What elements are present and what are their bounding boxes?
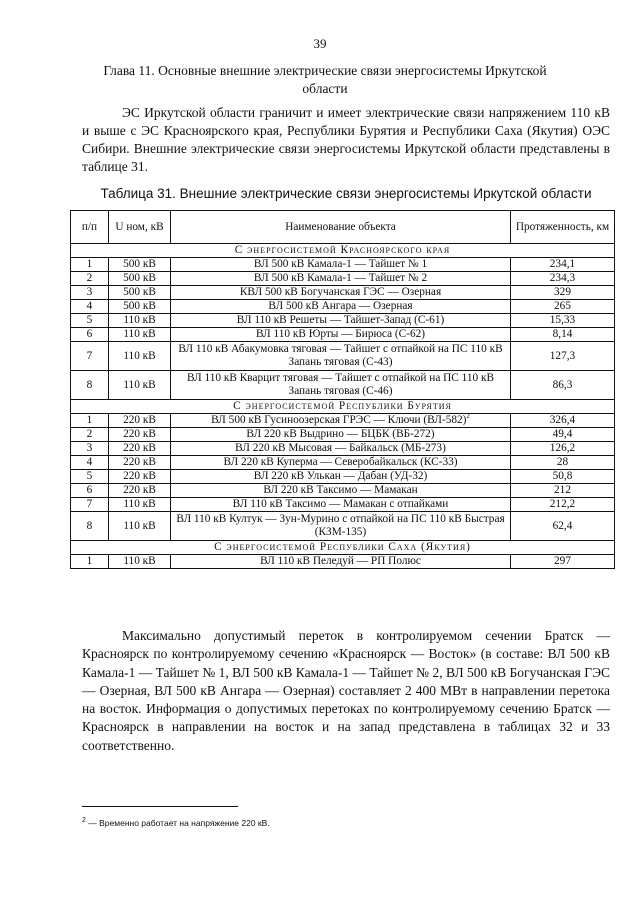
table-row	[71, 498, 615, 512]
cell-length: 15,33	[511, 314, 615, 328]
cell-voltage: 220 кВ	[109, 456, 171, 470]
section-row	[71, 541, 615, 555]
cell-length: 127,3	[511, 342, 615, 371]
cell-number: 2	[71, 428, 109, 442]
table-row	[71, 342, 615, 371]
table-row	[71, 258, 615, 272]
table-row	[71, 314, 615, 328]
table-row	[71, 484, 615, 498]
table-row	[71, 328, 615, 342]
cell-object-name: ВЛ 110 кВ Абакумовка тяговая — Тайшет с отпайкой на ПС 110 кВ Запань тяговая (С-43)	[171, 342, 511, 371]
table-row	[71, 371, 615, 400]
header-object-name: Наименование объекта	[171, 211, 511, 244]
cell-voltage: 220 кВ	[109, 442, 171, 456]
header-number: п/п	[71, 211, 109, 244]
section-title: С энергосистемой Красноярского края	[71, 244, 615, 258]
cell-number: 1	[71, 555, 109, 569]
cell-object-name: ВЛ 220 кВ Куперма — Северобайкальск (КС-33)	[171, 456, 511, 470]
table-row	[71, 300, 615, 314]
page-number: 39	[313, 36, 327, 51]
cell-voltage: 110 кВ	[109, 371, 171, 400]
cell-number: 3	[71, 286, 109, 300]
cell-number: 4	[71, 456, 109, 470]
cell-voltage: 110 кВ	[109, 328, 171, 342]
intro-paragraph: ЭС Иркутской области граничит и имеет электрические связи напряжением 110 кВ и выше с ЭС Красноярского края, Республики Бурятия и Республики Саха (Якутия) ОЭС Сибири. Внешние электрические связи энергосистемы Иркутской области представлены в таблице 31.	[82, 105, 610, 174]
cell-object-name: ВЛ 110 кВ Таксимо — Мамакан с отпайками	[171, 498, 511, 512]
cell-object-name	[171, 414, 511, 428]
table-row	[71, 512, 615, 541]
header-voltage: U ном, кВ	[109, 211, 171, 244]
external-links-table	[70, 210, 615, 569]
table-row	[71, 272, 615, 286]
cell-voltage: 110 кВ	[109, 314, 171, 328]
cell-length: 86,3	[511, 371, 615, 400]
cell-length: 297	[511, 555, 615, 569]
table-row	[71, 286, 615, 300]
closing-paragraph: Максимально допустимый переток в контролируемом сечении Братск — Красноярск по контролируемому сечению «Красноярск — Восток» (в составе: ВЛ 500 кВ Камала-1 — Тайшет № 1, ВЛ 500 кВ Камала-1 — Тайшет № 2, ВЛ 500 кВ Богучанская ГЭС — Озерная, ВЛ 500 кВ Ангара — Озерная) составляет 2 400 МВт в направлении перетока на восток. Информация о допустимых перетоках по контролируемому сечению Братск — Красноярск в направлении на восток и на запад представлена в таблицах 32 и 33 соответственно.	[82, 628, 610, 753]
cell-number: 6	[71, 328, 109, 342]
cell-length: 234,1	[511, 258, 615, 272]
cell-length: 212	[511, 484, 615, 498]
cell-number: 7	[71, 498, 109, 512]
footnote-divider	[82, 806, 238, 807]
section-row	[71, 400, 615, 414]
cell-number: 5	[71, 470, 109, 484]
footnote-text: — Временно работает на напряжение 220 кВ.	[85, 818, 270, 828]
cell-object-name: ВЛ 110 кВ Решеты — Тайшет-Запад (С-61)	[171, 314, 511, 328]
cell-object-name: ВЛ 110 кВ Кварцит тяговая — Тайшет с отпайкой на ПС 110 кВ Запань тяговая (С-46)	[171, 371, 511, 400]
cell-voltage: 500 кВ	[109, 286, 171, 300]
cell-object-name: ВЛ 110 кВ Юрты — Бирюса (С-62)	[171, 328, 511, 342]
table-row	[71, 414, 615, 428]
cell-length: 329	[511, 286, 615, 300]
cell-object-name: КВЛ 500 кВ Богучанская ГЭС — Озерная	[171, 286, 511, 300]
cell-number: 3	[71, 442, 109, 456]
cell-length: 212,2	[511, 498, 615, 512]
section-title: С энергосистемой Республики Саха (Якутия)	[71, 541, 615, 555]
table-row	[71, 442, 615, 456]
cell-number: 1	[71, 258, 109, 272]
cell-number: 8	[71, 371, 109, 400]
table-row	[71, 470, 615, 484]
table-header-row	[71, 211, 615, 244]
footnote-reference: 2	[466, 412, 470, 421]
cell-number: 7	[71, 342, 109, 371]
cell-object-name: ВЛ 220 кВ Мысовая — Байкальск (МБ-273)	[171, 442, 511, 456]
cell-number: 5	[71, 314, 109, 328]
footnote	[82, 818, 270, 828]
cell-voltage: 220 кВ	[109, 484, 171, 498]
table-row	[71, 555, 615, 569]
cell-object-name: ВЛ 500 кВ Камала-1 — Тайшет № 1	[171, 258, 511, 272]
cell-voltage: 110 кВ	[109, 498, 171, 512]
cell-length: 62,4	[511, 512, 615, 541]
cell-voltage: 220 кВ	[109, 414, 171, 428]
cell-length: 50,8	[511, 470, 615, 484]
cell-number: 2	[71, 272, 109, 286]
chapter-title: Глава 11. Основные внешние электрические связи энергосистемы Иркутской области	[103, 63, 547, 96]
table-row	[71, 428, 615, 442]
cell-number: 1	[71, 414, 109, 428]
cell-voltage: 500 кВ	[109, 272, 171, 286]
table-body	[71, 244, 615, 569]
cell-length: 326,4	[511, 414, 615, 428]
cell-voltage: 220 кВ	[109, 470, 171, 484]
table-row	[71, 456, 615, 470]
cell-voltage: 110 кВ	[109, 555, 171, 569]
cell-number: 4	[71, 300, 109, 314]
cell-voltage: 500 кВ	[109, 258, 171, 272]
cell-number: 8	[71, 512, 109, 541]
cell-voltage: 110 кВ	[109, 512, 171, 541]
cell-length: 126,2	[511, 442, 615, 456]
footnote-mark: 2	[82, 817, 86, 825]
cell-object-name: ВЛ 220 кВ Выдрино — БЦБК (ВБ-272)	[171, 428, 511, 442]
cell-object-name: ВЛ 220 кВ Таксимо — Мамакан	[171, 484, 511, 498]
table-caption: Таблица 31. Внешние электрические связи энергосистемы Иркутской области	[100, 186, 592, 201]
cell-length: 8,14	[511, 328, 615, 342]
section-row	[71, 244, 615, 258]
cell-voltage: 220 кВ	[109, 428, 171, 442]
cell-object-name: ВЛ 220 кВ Улькан — Дабан (УД-32)	[171, 470, 511, 484]
cell-length: 28	[511, 456, 615, 470]
cell-length: 234,3	[511, 272, 615, 286]
cell-voltage: 500 кВ	[109, 300, 171, 314]
cell-number: 6	[71, 484, 109, 498]
cell-object-name: ВЛ 500 кВ Камала-1 — Тайшет № 2	[171, 272, 511, 286]
cell-object-name: ВЛ 110 кВ Пеледуй — РП Полюс	[171, 555, 511, 569]
cell-object-name: ВЛ 500 кВ Ангара — Озерная	[171, 300, 511, 314]
cell-object-name: ВЛ 110 кВ Култук — Зун-Мурино с отпайкой на ПС 110 кВ Быстрая (КЗМ-135)	[171, 512, 511, 541]
object-name-text: ВЛ 500 кВ Гусиноозерская ГРЭС — Ключи (ВЛ-582)	[211, 414, 467, 426]
cell-length: 265	[511, 300, 615, 314]
cell-voltage: 110 кВ	[109, 342, 171, 371]
section-title: С энергосистемой Республики Бурятия	[71, 400, 615, 414]
cell-length: 49,4	[511, 428, 615, 442]
header-length: Протяженность, км	[511, 211, 615, 244]
